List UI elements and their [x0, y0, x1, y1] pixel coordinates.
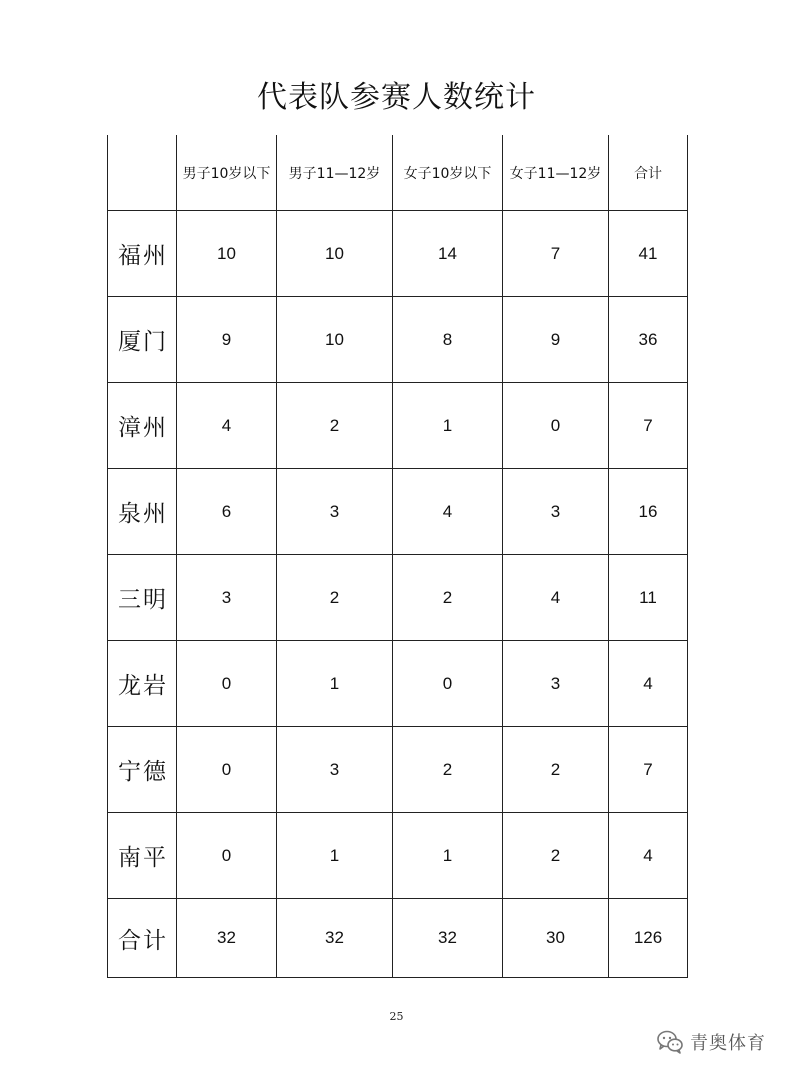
value-cell: 2 — [277, 555, 393, 641]
value-cell: 6 — [177, 469, 277, 555]
value-cell: 3 — [277, 469, 393, 555]
page-title: 代表队参赛人数统计 — [257, 80, 536, 115]
header-total: 合计 — [609, 135, 688, 211]
value-cell: 11 — [609, 555, 688, 641]
value-cell: 2 — [393, 555, 503, 641]
region-cell: 宁德 — [108, 727, 177, 813]
value-cell: 0 — [177, 813, 277, 899]
value-cell: 8 — [393, 297, 503, 383]
value-cell: 10 — [277, 211, 393, 297]
region-cell: 三明 — [108, 555, 177, 641]
value-cell: 32 — [393, 899, 503, 978]
table-row — [108, 813, 688, 899]
value-cell: 0 — [177, 727, 277, 813]
table-row — [108, 383, 688, 469]
region-cell: 厦门 — [108, 297, 177, 383]
header-boys-11-12: 男子11—12岁 — [277, 135, 393, 211]
value-cell: 14 — [393, 211, 503, 297]
value-cell: 7 — [609, 383, 688, 469]
value-cell: 7 — [503, 211, 609, 297]
table-row — [108, 211, 688, 297]
watermark-text: 青奥体育 — [690, 1033, 766, 1054]
value-cell: 32 — [177, 899, 277, 978]
value-cell: 0 — [503, 383, 609, 469]
value-cell: 1 — [277, 641, 393, 727]
value-cell: 3 — [503, 641, 609, 727]
header-corner — [108, 135, 177, 211]
table-header-row — [108, 135, 688, 211]
value-cell: 2 — [503, 727, 609, 813]
value-cell: 36 — [609, 297, 688, 383]
value-cell: 32 — [277, 899, 393, 978]
value-cell: 2 — [393, 727, 503, 813]
table-row — [108, 727, 688, 813]
value-cell: 3 — [277, 727, 393, 813]
value-cell: 4 — [609, 813, 688, 899]
header-girls-under-10: 女子10岁以下 — [393, 135, 503, 211]
value-cell: 7 — [609, 727, 688, 813]
value-cell: 4 — [177, 383, 277, 469]
table-row-total — [108, 899, 688, 978]
value-cell: 1 — [393, 813, 503, 899]
page-number: 25 — [389, 1010, 404, 1023]
region-cell: 南平 — [108, 813, 177, 899]
value-cell: 9 — [503, 297, 609, 383]
value-cell: 2 — [503, 813, 609, 899]
wechat-icon — [656, 1029, 684, 1055]
value-cell: 4 — [609, 641, 688, 727]
header-boys-under-10: 男子10岁以下 — [177, 135, 277, 211]
region-cell: 福州 — [108, 211, 177, 297]
value-cell: 3 — [177, 555, 277, 641]
region-cell: 泉州 — [108, 469, 177, 555]
value-cell: 3 — [503, 469, 609, 555]
table-body — [108, 211, 688, 978]
header-girls-11-12: 女子11—12岁 — [503, 135, 609, 211]
table-row — [108, 555, 688, 641]
value-cell: 16 — [609, 469, 688, 555]
table-row — [108, 297, 688, 383]
value-cell: 9 — [177, 297, 277, 383]
watermark — [656, 1029, 766, 1055]
value-cell: 10 — [177, 211, 277, 297]
value-cell: 4 — [503, 555, 609, 641]
value-cell: 0 — [393, 641, 503, 727]
value-cell: 30 — [503, 899, 609, 978]
region-cell: 龙岩 — [108, 641, 177, 727]
value-cell: 4 — [393, 469, 503, 555]
value-cell: 1 — [277, 813, 393, 899]
participant-stats-table — [107, 135, 688, 978]
value-cell: 0 — [177, 641, 277, 727]
value-cell: 41 — [609, 211, 688, 297]
value-cell: 1 — [393, 383, 503, 469]
value-cell: 2 — [277, 383, 393, 469]
table-row — [108, 469, 688, 555]
region-cell: 漳州 — [108, 383, 177, 469]
region-cell: 合计 — [108, 899, 177, 978]
table-row — [108, 641, 688, 727]
value-cell: 126 — [609, 899, 688, 978]
value-cell: 10 — [277, 297, 393, 383]
